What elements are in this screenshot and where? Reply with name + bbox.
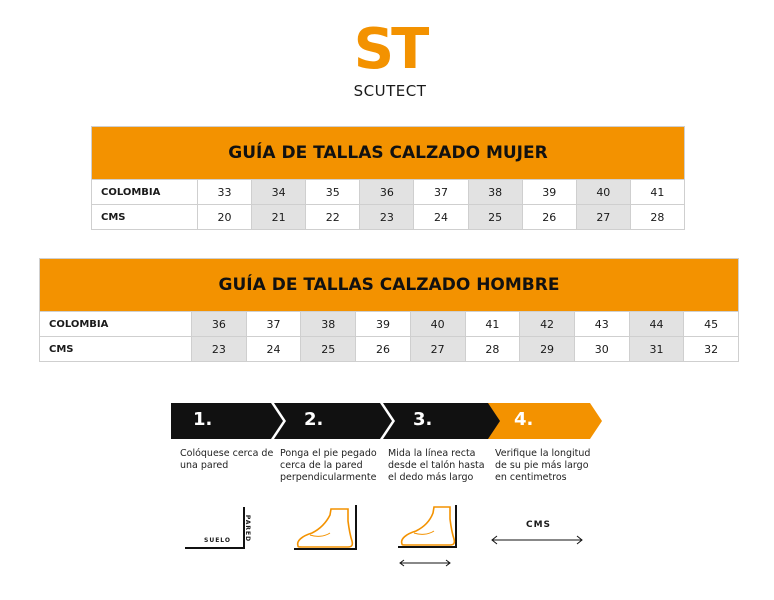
size-cell: 41 [650,185,665,199]
step-number: 3. [413,409,433,430]
step-4-arrow [488,403,602,439]
foot-measure-icon [394,503,462,571]
men-size-table [39,258,739,362]
row-label: CMS [40,337,192,361]
logo-mark: ST [353,17,427,82]
size-cell: 33 [198,180,252,204]
step-3-arrow [383,403,501,439]
size-cell: 20 [198,205,252,229]
size-cell: 22 [306,205,360,229]
women-size-table [91,126,685,230]
size-cell: 41 [466,312,521,336]
size-cell: 27 [411,337,466,361]
table-row-cms [92,204,684,229]
size-cell: 25 [469,205,523,229]
wall-label: PARED [244,514,252,543]
row-label: CMS [92,205,198,229]
step-4-text: Verifique la longitud de su pie más largo en centimetros [495,448,591,483]
foot-against-wall-icon [290,503,364,553]
table-row-colombia [40,311,738,336]
size-cell: 37 [414,180,468,204]
size-cell: 32 [704,342,719,356]
men-table-title: GUÍA DE TALLAS CALZADO HOMBRE [40,259,738,311]
size-cell: 26 [523,205,577,229]
size-cell: 36 [360,180,414,204]
row-label: COLOMBIA [92,180,198,204]
size-cell: 28 [466,337,521,361]
cms-label: CMS [526,520,552,530]
size-cell: 40 [411,312,466,336]
size-cell: 26 [356,337,411,361]
row-label: COLOMBIA [40,312,192,336]
step-3-text: Mida la línea recta desde el talón hasta el dedo más largo [388,448,485,483]
logo-name: SCUTECT [353,82,427,100]
step-number: 1. [193,409,213,430]
size-cell: 34 [252,180,306,204]
step-2-arrow [274,403,392,439]
size-cell: 30 [575,337,630,361]
step-1-text: Colóquese cerca de una pared [180,448,274,471]
size-cell: 25 [301,337,356,361]
size-cell: 23 [360,205,414,229]
size-cell: 23 [192,337,247,361]
size-cell: 31 [630,337,685,361]
table-row-colombia [92,179,684,204]
women-table-title: GUÍA DE TALLAS CALZADO MUJER [92,127,684,179]
step-number: 4. [514,409,534,430]
size-cell: 21 [252,205,306,229]
size-cell: 29 [520,337,575,361]
size-cell: 43 [575,312,630,336]
size-cell: 42 [520,312,575,336]
size-cell: 40 [577,180,631,204]
size-cell: 24 [414,205,468,229]
size-cell: 24 [247,337,302,361]
wall-floor-corner-icon [180,505,260,555]
size-cell: 28 [650,210,665,224]
double-arrow-icon [490,518,586,550]
size-cell: 44 [630,312,685,336]
size-cell: 36 [192,312,247,336]
step-1-arrow [171,403,283,439]
size-cell: 39 [356,312,411,336]
size-cell: 38 [469,180,523,204]
table-row-cms [40,336,738,361]
size-cell: 38 [301,312,356,336]
size-cell: 27 [577,205,631,229]
step-2-text: Ponga el pie pegado cerca de la pared perpendicularmente [280,448,377,483]
size-cell: 37 [247,312,302,336]
size-cell: 35 [306,180,360,204]
step-number: 2. [304,409,324,430]
size-cell: 39 [523,180,577,204]
floor-label: SUELO [204,537,232,544]
size-cell: 45 [704,317,719,331]
brand-logo [350,17,430,100]
